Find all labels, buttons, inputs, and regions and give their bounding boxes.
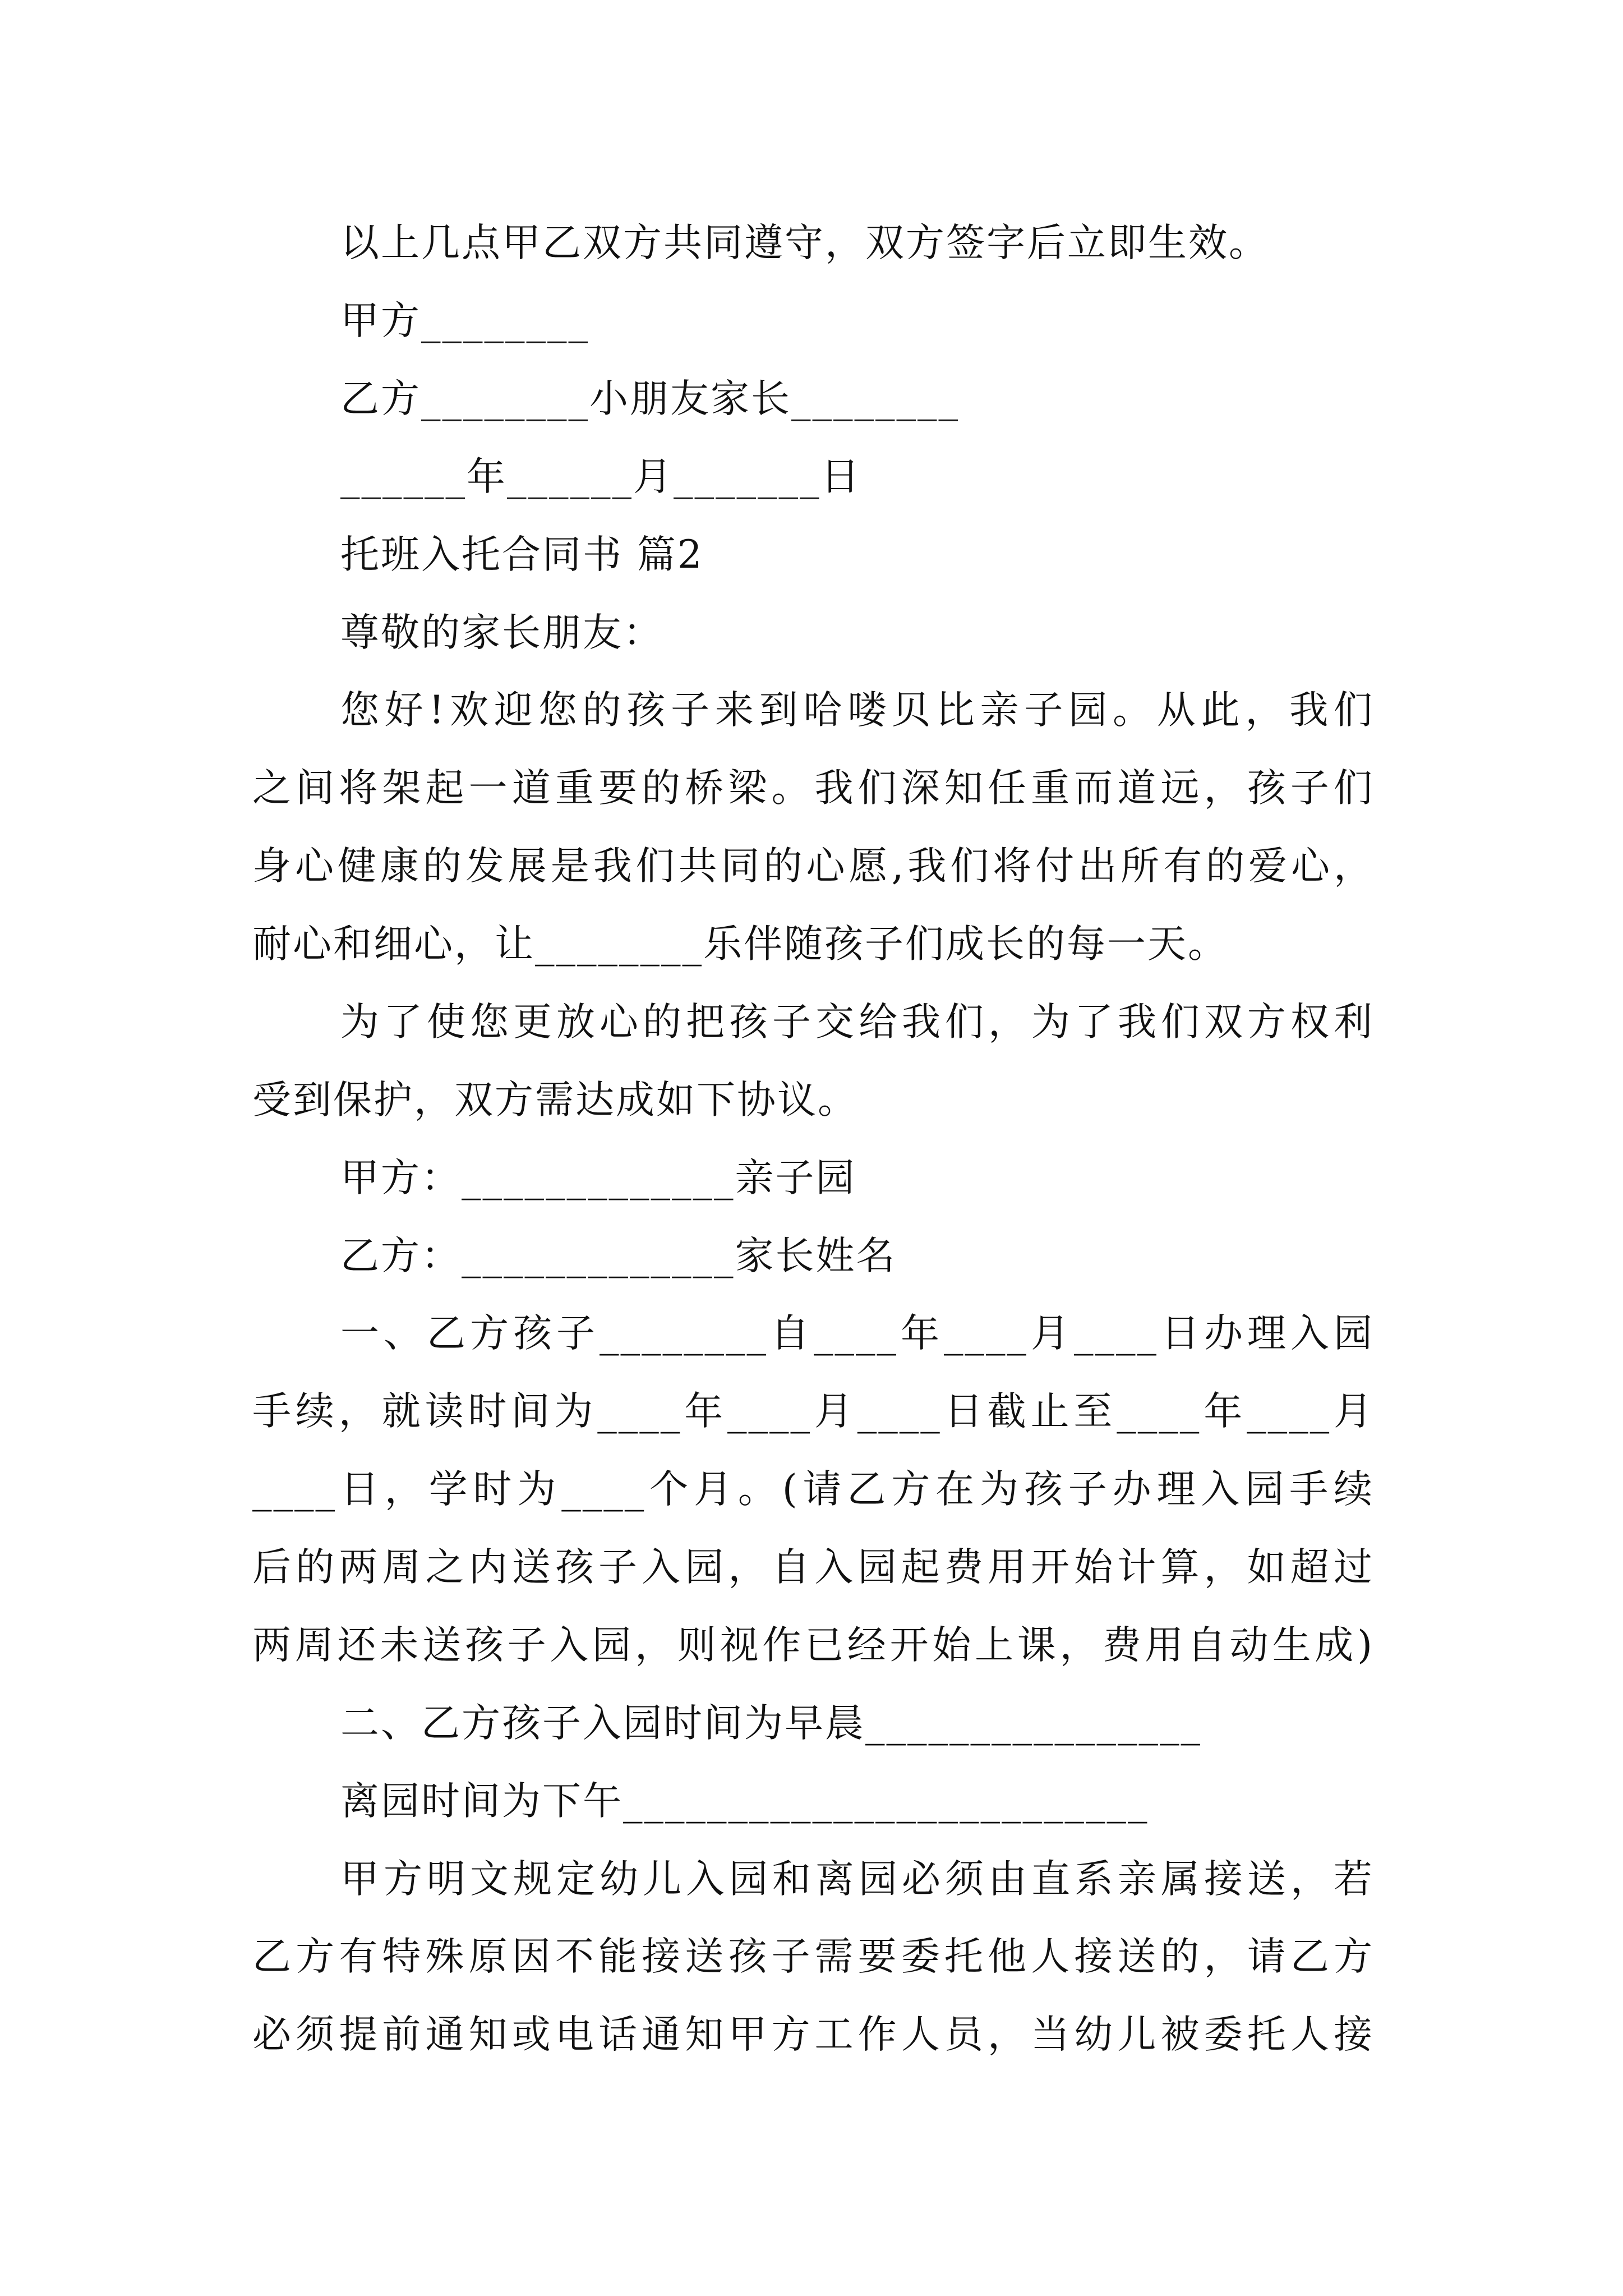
text-line: 身心健康的发展是我们共同的心愿,我们将付出所有的爱心，	[252, 844, 1374, 889]
text-line: 乙方有特殊原因不能接送孩子需要委托他人接送的，请乙方	[252, 1934, 1374, 1979]
text-line: 乙方________小朋友家长________	[340, 376, 960, 421]
text-line: 乙方：_____________家长姓名	[340, 1234, 897, 1278]
text-line: 耐心和细心，让________乐伴随孩子们成长的每一天。	[252, 922, 1228, 967]
text-line: 之间将架起一道重要的桥梁。我们深知任重而道远，孩子们	[252, 766, 1374, 811]
text-line: 以上几点甲乙双方共同遵守，双方签字后立即生效。	[340, 220, 1269, 265]
text-line: 甲方________	[340, 298, 589, 343]
text-line: 两周还未送孩子入园，则视作已经开始上课，费用自动生成)	[252, 1623, 1374, 1668]
text-line: 后的两周之内送孩子入园，自入园起费用开始计算，如超过	[252, 1545, 1374, 1590]
text-line: 为了使您更放心的把孩子交给我们，为了我们双方权利	[340, 1000, 1374, 1045]
text-line: 二、乙方孩子入园时间为早晨________________	[340, 1701, 1202, 1746]
text-line: 手续，就读时间为____年____月____日截止至____年____月	[252, 1389, 1374, 1434]
text-line: 您好!欢迎您的孩子来到哈喽贝比亲子园。从此，我们	[340, 688, 1374, 733]
text-line: 受到保护，双方需达成如下协议。	[252, 1078, 858, 1122]
text-line: 必须提前通知或电话通知甲方工作人员，当幼儿被委托人接	[252, 2012, 1374, 2057]
text-line: 甲方明文规定幼儿入园和离园必须由直系亲属接送，若	[340, 1857, 1374, 1902]
text-line: 尊敬的家长朋友：	[340, 610, 663, 655]
text-line: 甲方：_____________亲子园	[340, 1156, 856, 1200]
text-line: ______年______月_______日	[340, 454, 861, 499]
text-line: 一、乙方孩子________自____年____月____日办理入园	[340, 1311, 1374, 1356]
section-title: 托班入托合同书 篇2	[340, 532, 704, 577]
text-line: 离园时间为下午_________________________	[340, 1779, 1149, 1824]
text-line: ____日，学时为____个月。(请乙方在为孩子办理入园手续	[252, 1467, 1374, 1512]
